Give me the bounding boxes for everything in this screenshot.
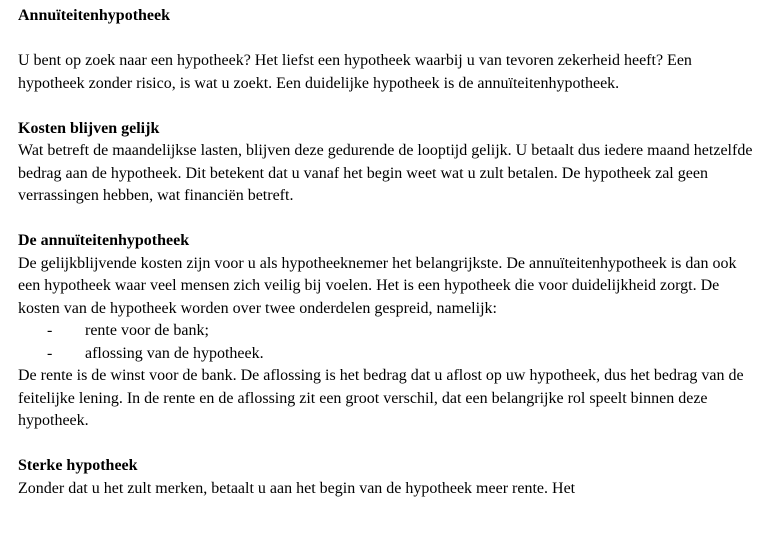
section-paragraph-annuiteit: De gelijkblijvende kosten zijn voor u als hypotheeknemer het belangrijkste. De annuïteitenhypotheek is dan ook een hypotheek waar veel mensen zich veilig bij voelen. Het is een hypotheek die voor duidelijkheid zorgt. De kosten van de hypotheek worden over twee onderdelen gespreid, namelijk: <box>18 254 737 317</box>
intro-paragraph: U bent op zoek naar een hypotheek? Het liefst een hypotheek waarbij u van tevoren zekerheid heeft? Een hypotheek zonder risico, is wat u zoekt. Een duidelijke hypotheek is de annuïteitenhypotheek. <box>18 52 692 92</box>
document-title: Annuïteitenhypotheek <box>18 7 171 24</box>
section-heading-sterke: Sterke hypotheek <box>18 457 138 474</box>
section-paragraph-kosten: Wat betreft de maandelijkse lasten, blijven deze gedurende de looptijd gelijk. U betaalt dus iedere maand hetzelfde bedrag aan de hypotheek. Dit betekent dat u vanaf het begin weet wat u zult betalen. De hypotheek zal geen verrassingen hebben, wat financiën betreft. <box>18 142 753 204</box>
section-paragraph-sterke: Zonder dat u het zult merken, betaalt u aan het begin van de hypotheek meer rente. Het <box>18 479 576 497</box>
cost-components-list <box>18 320 758 365</box>
list-item-text: aflossing van de hypotheek. <box>85 344 264 362</box>
list-item-text: rente voor de bank; <box>85 322 209 339</box>
section-heading-annuiteit: De annuïteitenhypotheek <box>18 232 190 249</box>
section-paragraph-rente: De rente is de winst voor de bank. De aflossing is het bedrag dat u aflost op uw hypotheek, dus het bedrag van de feitelijke lening. In de rente en de aflossing zit een groot verschil, dat een belangrijke rol speelt binnen deze hypotheek. <box>18 367 744 429</box>
list-bullet: - <box>47 322 53 339</box>
list-bullet: - <box>47 344 53 362</box>
spacer <box>18 433 758 456</box>
spacer <box>18 28 758 51</box>
list-item <box>18 343 758 366</box>
document-body <box>18 5 758 500</box>
spacer <box>18 95 758 118</box>
section-heading-kosten: Kosten blijven gelijk <box>18 119 160 137</box>
spacer <box>18 208 758 231</box>
list-item <box>18 320 758 343</box>
